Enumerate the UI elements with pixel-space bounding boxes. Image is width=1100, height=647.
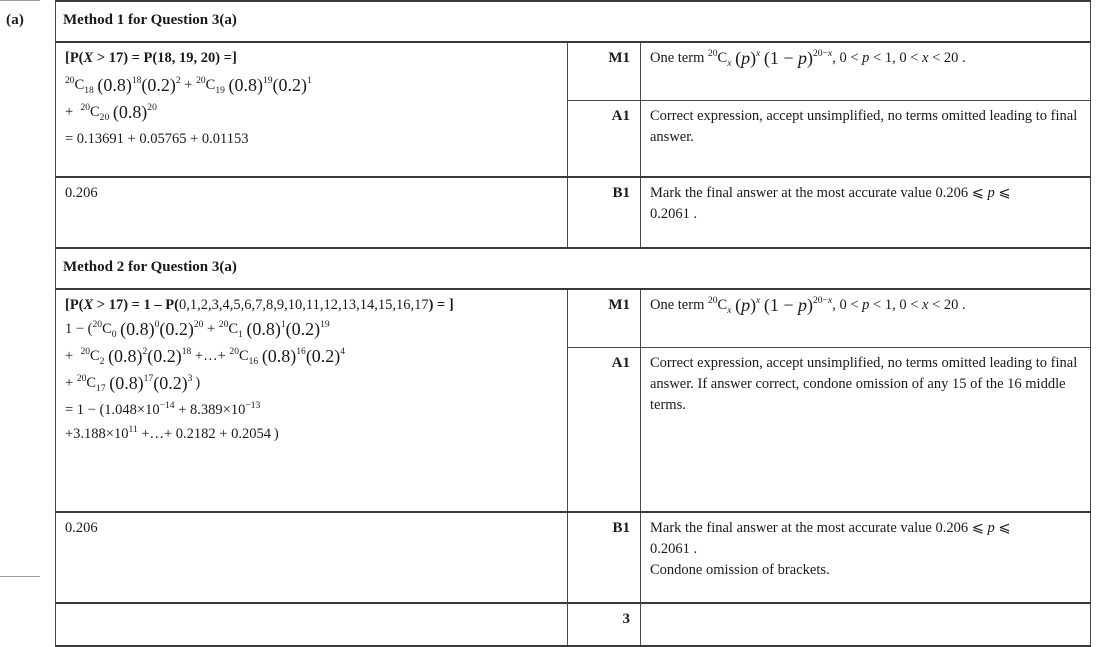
method1-heading: Method 1 for Question 3(a) [56,1,1091,42]
method1-working-line-1: [P(X > 17) = P(18, 19, 20) =] [65,49,237,66]
method2-working-line-3: + $^{20}C_2$ $(0.8)^2(0.2)^{18}$ +…+ $^{20}C_{16}$ $(0.8)^{16}(0.2)^4$ [65,345,346,367]
table-row [56,177,1091,248]
method1-note-m1: One term $^{20}C_x$ $(p)^x$ $(1 - p)^{20-x}$, 0 < p < 1, 0 < x < 20 . [641,42,1091,101]
method1-note-b1 [641,177,1091,248]
method1-working-line-4: = 0.13691 + 0.05765 + 0.01153 [65,130,249,147]
method2-note-m1: One term $^{20}C_x$ $(p)^x$ $(1 - p)^{20-x}$, 0 < p < 1, 0 < x < 20 . [641,289,1091,348]
table-row [56,512,1091,603]
table-row [56,1,1091,42]
total-working-blank [56,603,568,646]
method2-note-b1-line1: Mark the final answer at the most accurate value 0.206 ⩽ p ⩽ [650,519,1011,536]
method2-heading: Method 2 for Question 3(a) [56,248,1091,289]
question-part-gutter [0,0,55,578]
table-row [56,603,1091,646]
method2-note-b1-line2: 0.2061 . [650,540,698,557]
method1-note-b1-line2: 0.2061 . [650,205,698,222]
table-row [56,289,1091,348]
method2-working-cell [56,289,568,512]
method1-working-line-2: $^{20}C_{18}$ $(0.8)^{18}(0.2)^2 + ^{20}C_{19}$ $(0.8)^{19}(0.2)^1$ [65,74,312,96]
mark-scheme-table [55,0,1091,647]
method1-mark-b1: B1 [568,177,641,248]
question-part-label: (a) [6,12,25,28]
total-mark: 3 [568,603,641,646]
method2-working-line-1: [P(X > 17) = 1 – P(0,1,2,3,4,5,6,7,8,9,10,11,12,13,14,15,16,17) = ] [65,296,454,313]
total-note-blank [641,603,1091,646]
method1-working-line-3: + $^{20}C_{20}$ $(0.8)^{20}$ [65,101,157,123]
method2-mark-m1: M1 [568,289,641,348]
table-row [56,42,1091,101]
method2-answer: 0.206 [56,512,568,603]
method2-mark-b1: B1 [568,512,641,603]
method2-working-line-4: + $^{20}C_{17}$ $(0.8)^{17}(0.2)^3$ ) [65,372,201,394]
method1-note-a1: Correct expression, accept unsimplified, no terms omitted leading to final answer. [641,100,1091,177]
method2-mark-a1: A1 [568,347,641,512]
method1-mark-m1: M1 [568,42,641,101]
method2-working-line-2: $1 - (^{20}C_0$ $(0.8)^0(0.2)^{20} + ^{20}C_1$ $(0.8)^1(0.2)^{19}$ [65,318,330,340]
method2-working-line-6: $+3.188\times 10^{11}$ +…+ 0.2182 + 0.2054 ) [65,423,279,442]
method2-note-b1 [641,512,1091,603]
method1-answer: 0.206 [56,177,568,248]
method2-note-b1-line3: Condone omission of brackets. [650,561,830,578]
method1-working-cell [56,42,568,177]
method2-note-a1: Correct expression, accept unsimplified, no terms omitted leading to final answer. If answer correct, condone omission of any 15 of the 16 middle terms. [641,347,1091,512]
method2-working-line-5: = $1 - (1.048\times 10^{-14} + 8.389\times 10^{-13}$ [65,399,261,418]
method1-mark-a1: A1 [568,100,641,177]
table-row [56,248,1091,289]
method1-note-b1-line1: Mark the final answer at the most accurate value 0.206 ⩽ p ⩽ [650,184,1011,201]
